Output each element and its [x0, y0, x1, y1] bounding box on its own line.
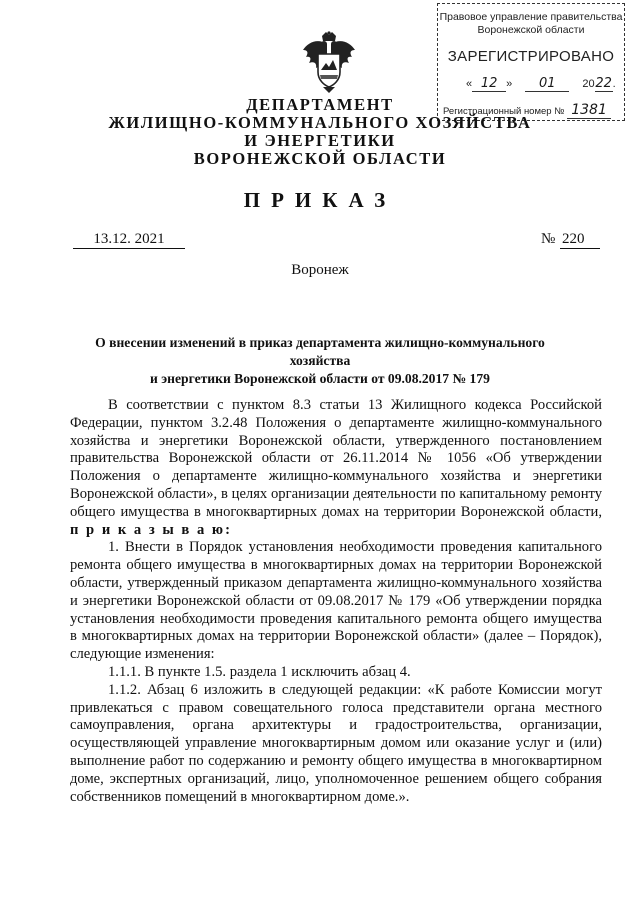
dept-line4: ВОРОНЕЖСКОЙ ОБЛАСТИ [193, 149, 447, 168]
dept-line2: ЖИЛИЩНО-КОММУНАЛЬНОГО ХОЗЯЙСТВА [108, 113, 532, 132]
paragraph-item-1-1-1: 1.1.1. В пункте 1.5. раздела 1 исключить абзац 4. [108, 663, 411, 680]
document-type-title: ПРИКАЗ [243, 188, 397, 212]
coat-of-arms-emblem [300, 30, 358, 94]
stamp-header [438, 11, 624, 37]
stamp-month: 01 [525, 76, 569, 92]
stamp-number-label: Регистрационный номер № [443, 106, 565, 117]
dept-line3: И ЭНЕРГЕТИКИ [244, 131, 396, 150]
stamp-day: 12 [472, 76, 506, 92]
order-date: 13.12. 2021 [73, 231, 185, 249]
stamp-year-suffix: 22 [595, 76, 612, 91]
order-subject [70, 334, 570, 388]
stamp-date: « 12 » 01 2022. [466, 76, 616, 91]
stamp-registered: ЗАРЕГИСТРИРОВАНО [447, 48, 615, 65]
order-body [70, 397, 602, 806]
stamp-line1: Правовое управление правительства [439, 11, 623, 23]
stamp-line2: Воронежской области [477, 24, 585, 36]
paragraph-item-1: 1. Внести в Порядок установления необходимости проведения капитального ремонта общего имущества в многоквартирных домах на территории Воронежской области, утвержденный приказом департамента жилищно-коммунального хозяйства и энергетики Воронежской области от 09.08.2017 № 179 «Об утверждении порядка установления необходимости проведения капитального ремонта общего имущества в многоквартирных домах на территории Воронежской области» (далее – Порядок), следующие изменения: [70, 539, 602, 663]
paragraph-item-1-1-2: 1.1.2. Абзац 6 изложить в следующей редакции: «К работе Комиссии могут привлекаться с правом совещательного голоса представители органа местного самоуправления, органа архитектуры и градостроительства, организации, осуществляющей управление многоквартирным домом или оказание услуг и (или) выполнение работ по содержанию и ремонту общего имущества в многоквартирном доме, экспертных организаций, лицо, уполномоченное решением общего собрания собственников помещений в многоквартирном доме.». [70, 681, 602, 805]
dept-line1: ДЕПАРТАМЕНТ [246, 95, 394, 114]
city: Воронеж [291, 262, 349, 278]
stamp-number: 1381 [567, 102, 611, 119]
subject-line2: и энергетики Воронежской области от 09.08.2017 № 179 [150, 371, 490, 386]
order-number-label: № [541, 231, 556, 247]
subject-line1: О внесении изменений в приказ департамента жилищно-коммунального хозяйства [95, 335, 545, 368]
stamp-year-prefix: 20 [582, 78, 595, 90]
paragraph-preamble [70, 397, 602, 539]
order-word: п р и к а з ы в а ю: [70, 521, 232, 538]
order-number: 220 [560, 231, 600, 249]
preamble-text: В соответствии с пунктом 8.3 статьи 13 Жилищного кодекса Российской Федерации, пунктом 3.2.48 Положения о департаменте жилищно-коммунального хозяйства и энергетики Воронежской области, утвержденного постановлением правительства Воронежской области от 26.11.2014 № 1056 «Об утверждении Положения о департаменте жилищно-коммунального хозяйства и энергетики Воронежской области», в целях организации деятельности по капитальному ремонту общего имущества в многоквартирных домах на территории Воронежской области, [70, 397, 602, 520]
